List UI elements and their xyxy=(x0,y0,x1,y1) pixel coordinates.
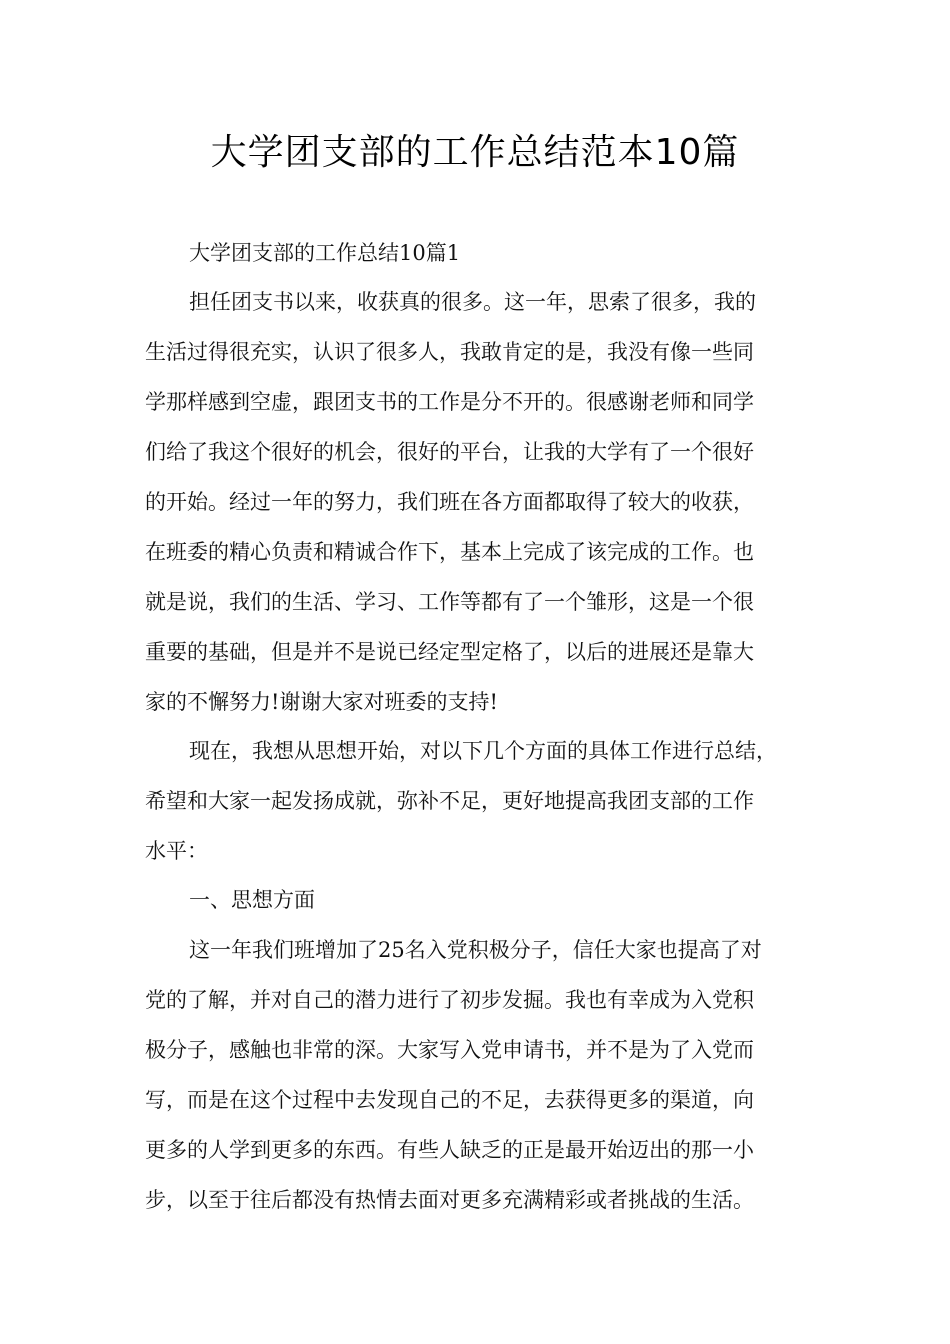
paragraph-line: 们给了我这个很好的机会，很好的平台，让我的大学有了一个很好 xyxy=(145,440,754,464)
paragraph-line: 担任团支书以来，收获真的很多。这一年，思索了很多，我的 xyxy=(189,290,756,314)
paragraph-line: 的开始。经过一年的努力，我们班在各方面都取得了较大的收获， xyxy=(145,490,754,514)
paragraph-line: 党的了解，并对自己的潜力进行了初步发掘。我也有幸成为入党积 xyxy=(145,988,754,1012)
paragraph-line: 就是说，我们的生活、学习、工作等都有了一个雏形，这是一个很 xyxy=(145,590,754,614)
paragraph-line: 极分子，感触也非常的深。大家写入党申请书，并不是为了入党而 xyxy=(145,1038,754,1062)
paragraph-line: 学那样感到空虚，跟团支书的工作是分不开的。很感谢老师和同学 xyxy=(145,390,754,414)
section-heading-1: 大学团支部的工作总结10篇1 xyxy=(189,241,461,265)
paragraph-line: 现在，我想从思想开始，对以下几个方面的具体工作进行总结， xyxy=(189,739,777,763)
section-heading-thought: 一、思想方面 xyxy=(189,888,315,912)
paragraph-line: 写，而是在这个过程中去发现自己的不足，去获得更多的渠道，向 xyxy=(145,1088,754,1112)
paragraph-line: 更多的人学到更多的东西。有些人缺乏的正是最开始迈出的那一小 xyxy=(145,1138,754,1162)
document-title: 大学团支部的工作总结范本10篇 xyxy=(210,132,740,173)
paragraph-line: 步，以至于往后都没有热情去面对更多充满精彩或者挑战的生活。 xyxy=(145,1188,754,1212)
paragraph-line: 家的不懈努力!谢谢大家对班委的支持! xyxy=(145,690,498,714)
paragraph-line: 水平： xyxy=(145,839,208,863)
paragraph-line: 希望和大家一起发扬成就，弥补不足，更好地提高我团支部的工作 xyxy=(145,789,754,813)
paragraph-line: 这一年我们班增加了25名入党积极分子，信任大家也提高了对 xyxy=(189,938,762,962)
paragraph-line: 重要的基础，但是并不是说已经定型定格了，以后的进展还是靠大 xyxy=(145,640,754,664)
paragraph-line: 生活过得很充实，认识了很多人，我敢肯定的是，我没有像一些同 xyxy=(145,340,754,364)
paragraph-line: 在班委的精心负责和精诚合作下，基本上完成了该完成的工作。也 xyxy=(145,540,754,564)
